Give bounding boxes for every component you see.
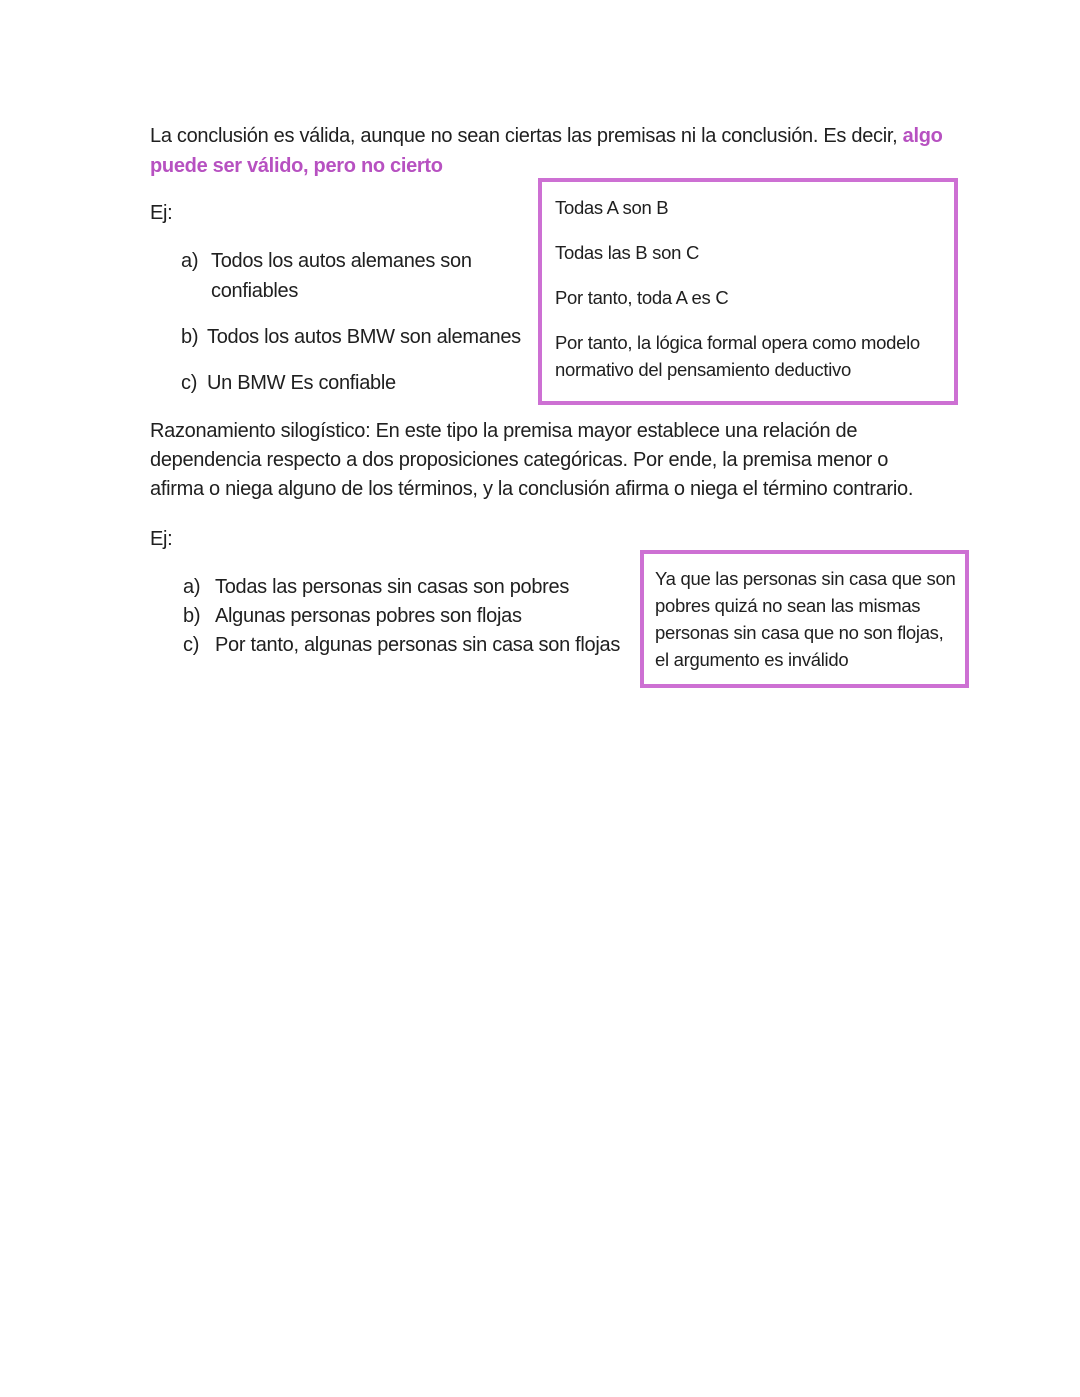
list-item-a-line-1: Todos los autos alemanes son <box>211 250 472 272</box>
intro-line-1 <box>150 121 943 151</box>
list2-item-c-marker: c) <box>183 634 200 656</box>
box1-note-line-1: Por tanto, la lógica formal opera como modelo <box>555 332 920 353</box>
list-item-a-text <box>211 246 472 306</box>
box2-line-2: pobres quizá no sean las mismas <box>655 595 921 616</box>
list2-item-a-marker: a) <box>183 576 201 598</box>
list2-item-b-text: Algunas personas pobres son flojas <box>215 605 522 627</box>
box1-conclusion: Por tanto, toda A es C <box>555 287 729 308</box>
list-item-b-marker: b) <box>181 326 199 348</box>
example1-list <box>181 246 521 414</box>
list2-item-b <box>183 602 620 631</box>
intro-accent-text-continued: puede ser válido, pero no cierto <box>150 155 443 177</box>
example2-list <box>183 573 620 660</box>
list-item-b <box>181 322 521 352</box>
syllogistic-paragraph-line-3: afirma o niega alguno de los términos, y la conclusión afirma o niega el término contrario. <box>150 478 914 500</box>
box2-line-1: Ya que las personas sin casa que son <box>655 568 956 589</box>
list2-item-c <box>183 631 620 660</box>
list-item-c-marker: c) <box>181 372 198 394</box>
list2-item-c-text: Por tanto, algunas personas sin casa son flojas <box>215 634 621 656</box>
box1-premise-2: Todas las B son C <box>555 242 700 263</box>
list2-item-a-text: Todas las personas sin casas son pobres <box>215 576 570 598</box>
example2-label: Ej: <box>150 528 173 550</box>
syllogistic-paragraph-line-2: dependencia respecto a dos proposiciones categóricas. Por ende, la premisa menor o <box>150 449 889 471</box>
intro-normal-text: La conclusión es válida, aunque no sean ciertas las premisas ni la conclusión. Es decir, <box>150 125 903 147</box>
box1-note <box>555 329 946 383</box>
box1-note-line-2: normativo del pensamiento deductivo <box>555 359 851 380</box>
list-item-a-marker: a) <box>181 250 199 272</box>
list-item-b-text: Todos los autos BMW son alemanes <box>207 326 521 348</box>
box2-line-4: el argumento es inválido <box>655 649 849 670</box>
list2-item-a <box>183 573 620 602</box>
syllogistic-paragraph <box>150 417 913 504</box>
example1-label: Ej: <box>150 202 173 224</box>
box1-premise-1: Todas A son B <box>555 197 669 218</box>
textbox-invalid-argument <box>640 550 969 688</box>
list-item-a <box>181 246 521 306</box>
textbox-formal-logic <box>538 178 958 405</box>
list-item-c <box>181 368 521 398</box>
list-item-c-text: Un BMW Es confiable <box>207 372 396 394</box>
list2-item-b-marker: b) <box>183 605 201 627</box>
list-item-a-line-2: confiables <box>211 280 299 302</box>
syllogistic-paragraph-line-1: Razonamiento silogístico: En este tipo la premisa mayor establece una relación de <box>150 420 858 442</box>
intro-paragraph <box>150 121 943 181</box>
intro-accent-text-start: algo <box>902 125 943 147</box>
box2-line-3: personas sin casa que no son flojas, <box>655 622 944 643</box>
